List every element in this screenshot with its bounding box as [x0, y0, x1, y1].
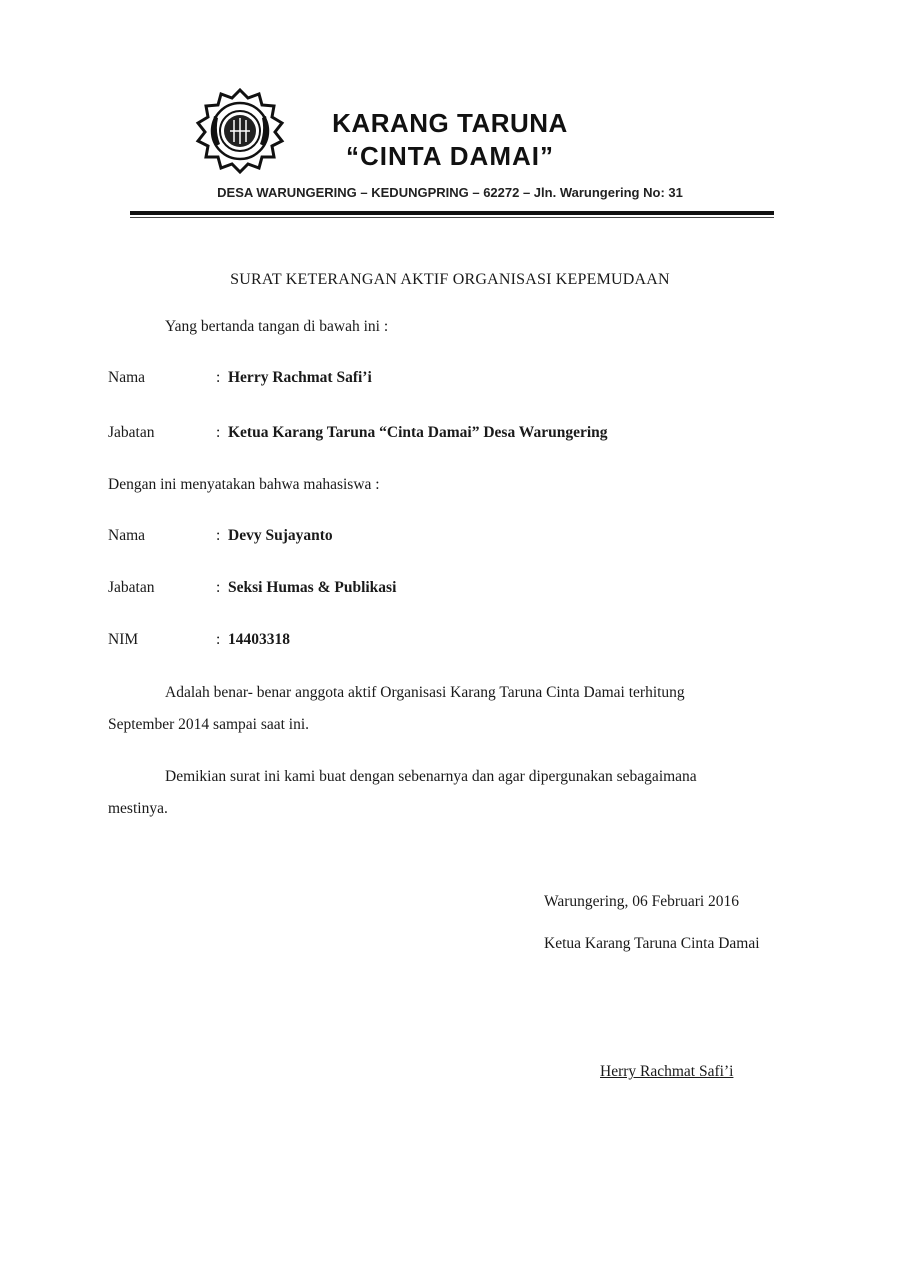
body-paragraph-1-line-2: September 2014 sampai saat ini. — [108, 716, 310, 733]
body-paragraph-2-line-2: mestinya. — [108, 800, 168, 817]
member-name-value: Devy Sujayanto — [228, 527, 333, 544]
statement-text: Dengan ini menyatakan bahwa mahasiswa : — [108, 476, 380, 493]
intro-text: Yang bertanda tangan di bawah ini : — [165, 318, 389, 335]
member-name-colon: : — [216, 527, 221, 544]
member-nim-colon: : — [216, 631, 221, 648]
header-divider-thin — [130, 217, 774, 218]
closing-title: Ketua Karang Taruna Cinta Damai — [544, 935, 760, 952]
signer-position-colon: : — [216, 424, 221, 441]
signer-position-value: Ketua Karang Taruna “Cinta Damai” Desa Warungering — [228, 424, 608, 441]
member-name-label: Nama — [108, 527, 146, 544]
org-subname: “CINTA DAMAI” — [346, 141, 554, 171]
member-position-label: Jabatan — [108, 579, 155, 596]
signer-name-colon: : — [216, 369, 221, 386]
member-position-colon: : — [216, 579, 221, 596]
letter-title: SURAT KETERANGAN AKTIF ORGANISASI KEPEMUDAAN — [230, 271, 670, 288]
signer-name-value: Herry Rachmat Safi’i — [228, 369, 372, 386]
signer-name-label: Nama — [108, 369, 146, 386]
org-name: KARANG TARUNA — [332, 108, 568, 138]
member-nim-value: 14403318 — [228, 631, 290, 648]
member-position-value: Seksi Humas & Publikasi — [228, 579, 397, 596]
signer-position-label: Jabatan — [108, 424, 155, 441]
place-date: Warungering, 06 Februari 2016 — [544, 893, 740, 910]
header-divider-thick — [130, 211, 774, 215]
body-paragraph-1-line-1: Adalah benar- benar anggota aktif Organisasi Karang Taruna Cinta Damai terhitung — [165, 684, 685, 701]
member-nim-label: NIM — [108, 631, 139, 648]
karang-taruna-emblem-logo — [192, 86, 288, 176]
body-paragraph-2-line-1: Demikian surat ini kami buat dengan sebenarnya dan agar dipergunakan sebagaimana — [165, 768, 697, 785]
signature-name: Herry Rachmat Safi’i — [600, 1063, 734, 1080]
org-address: DESA WARUNGERING – KEDUNGPRING – 62272 – Jln. Warungering No: 31 — [217, 185, 683, 200]
